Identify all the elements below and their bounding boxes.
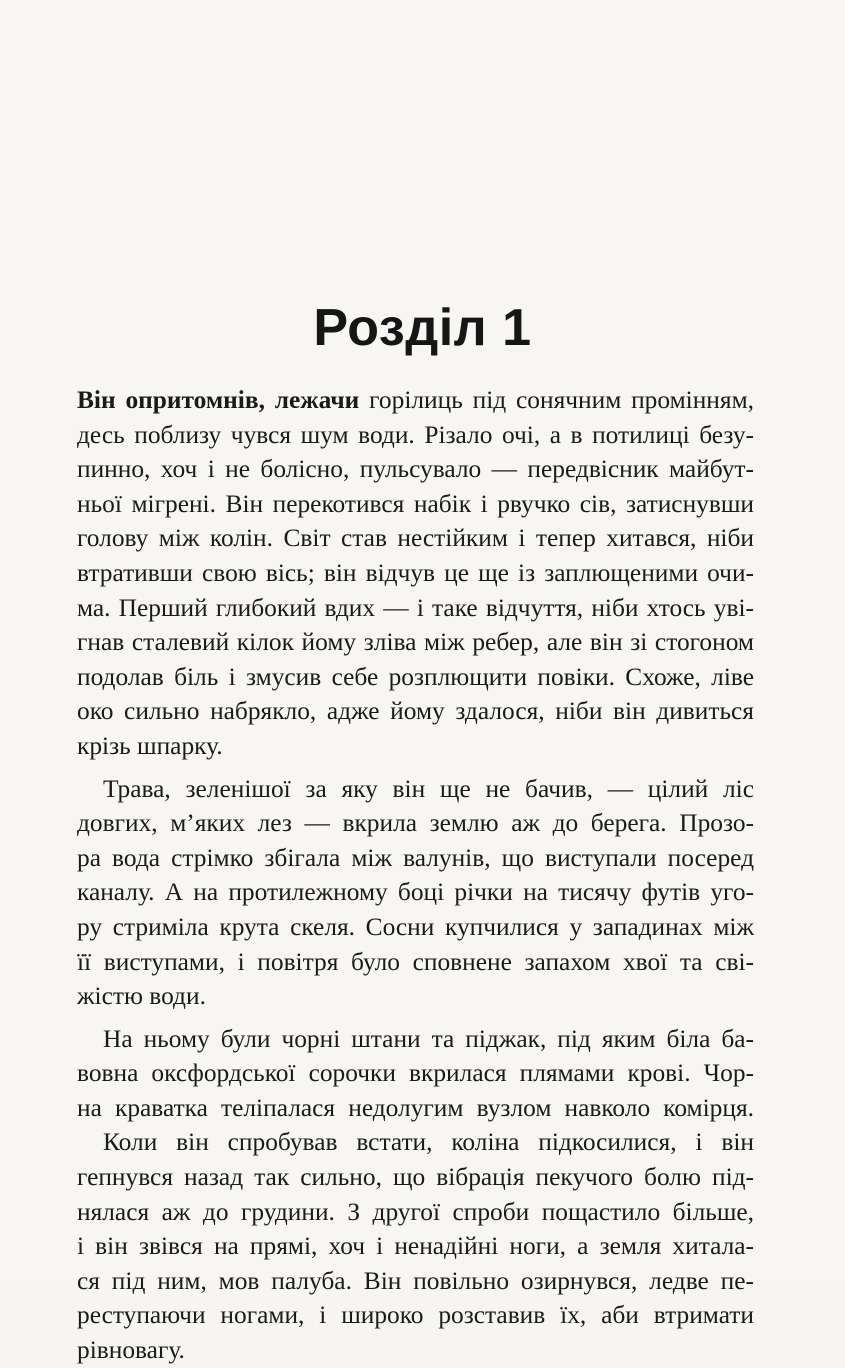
text-line: вовна оксфордської сорочки вкрилася плямами крові. Чор- bbox=[77, 1059, 754, 1088]
paragraph bbox=[77, 772, 754, 1014]
text-line: око сильно набрякло, адже йому здалося, ніби він дивиться bbox=[77, 697, 754, 726]
text-line: каналу. А на протилежному боці річки на тисячу футів уго- bbox=[77, 878, 754, 907]
paragraph bbox=[77, 383, 754, 764]
text-line: Він опритомнів, лежачи горілиць під сонячним промінням, bbox=[77, 386, 754, 414]
text-line: ру стриміла крута скеля. Сосни купчилися у западинах між bbox=[77, 912, 754, 941]
text-line: ньої мігрені. Він перекотився набік і рвучко сів, затиснувши bbox=[77, 489, 754, 518]
text-line: втративши свою вісь; він відчув це ще із заплющеними очи- bbox=[77, 558, 754, 587]
text-line: пинно, хоч і не болісно, пульсувало — передвісник майбут- bbox=[77, 455, 754, 484]
paragraph bbox=[77, 1022, 754, 1126]
text-line: гнав сталевий кілок йому зліва між ребер, але він зі стогоном bbox=[77, 628, 754, 657]
text-line: На ньому були чорні штани та піджак, під яким біла ба- bbox=[103, 1024, 754, 1053]
chapter-body bbox=[77, 383, 754, 1368]
text-line: гепнувся назад так сильно, що вібрація пекучого болю під- bbox=[77, 1163, 754, 1192]
text-line: довгих, м’яких лез — вкрила землю аж до берега. Прозо- bbox=[77, 809, 754, 838]
text-line: ся під ним, мов палуба. Він повільно озирнувся, ледве пе- bbox=[77, 1266, 754, 1295]
paragraph bbox=[77, 1125, 754, 1367]
chapter-title: Розділ 1 bbox=[313, 299, 532, 357]
text-line: рівновагу. bbox=[77, 1336, 185, 1365]
text-line: реступаючи ногами, і широко розставив їх, аби втримати bbox=[77, 1301, 754, 1330]
text-line: голову між колін. Світ став нестійким і тепер хитався, ніби bbox=[77, 524, 754, 553]
text-line: і він звівся на прямі, хоч і ненадійні ноги, а земля хиталa- bbox=[77, 1232, 754, 1261]
text-line: подолав біль і змусив себе розплющити повіки. Схоже, ліве bbox=[77, 662, 754, 691]
text-line: Трава, зеленішої за яку він ще не бачив, — цілий ліс bbox=[103, 774, 754, 803]
text-line: нялася аж до грудини. З другої спроби пощастило більше, bbox=[77, 1197, 754, 1226]
text-line: крізь шпарку. bbox=[77, 731, 223, 760]
text-line: десь поблизу чувся шум води. Різало очі, а в потилиці безу- bbox=[77, 420, 754, 449]
text-line: її виступами, і повітря було сповнене запахом хвої та сві- bbox=[77, 947, 754, 976]
text-line: ма. Перший глибокий вдих — і таке відчуття, ніби хтось уві- bbox=[77, 593, 754, 622]
text-line: на краватка теліпалася недолугим вузлом навколо комірця. bbox=[77, 1093, 754, 1122]
lead-in: Він опритомнів, лежачи bbox=[77, 386, 360, 414]
text-line: Коли він спробував встати, коліна підкосилися, і він bbox=[103, 1128, 754, 1157]
text-line: ра вода стрімко збігала між валунів, що виступали посеред bbox=[77, 843, 754, 872]
text-line: жістю води. bbox=[77, 982, 206, 1011]
